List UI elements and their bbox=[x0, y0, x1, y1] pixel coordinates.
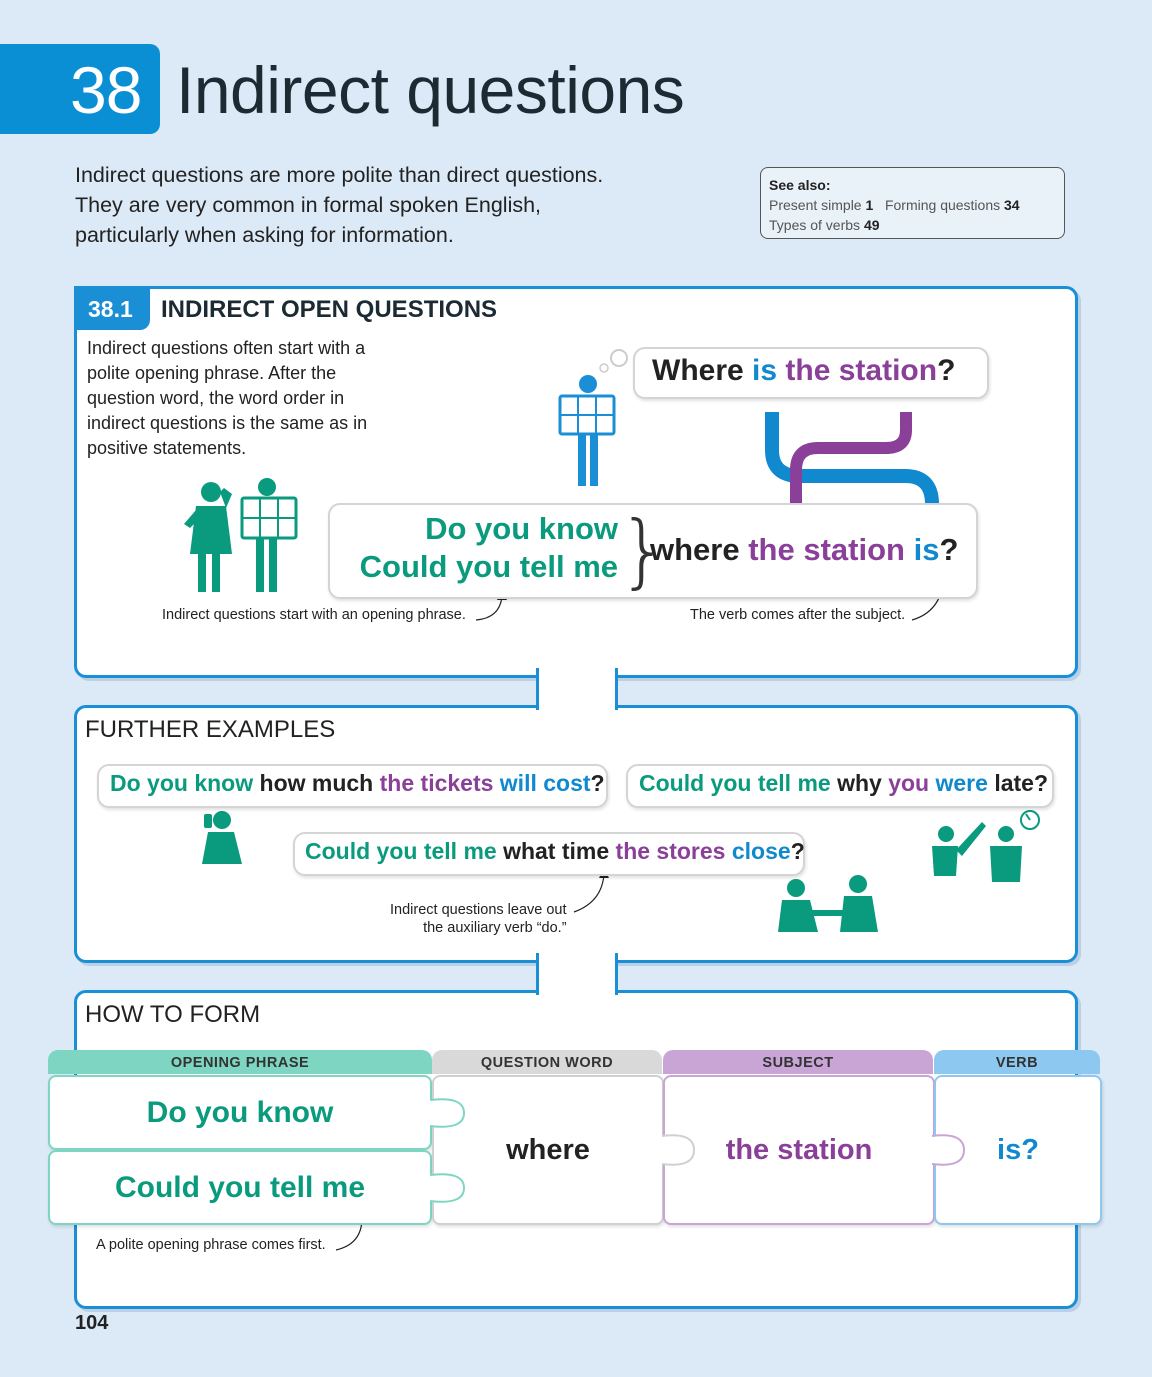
see-also-link[interactable]: Types of verbs 49 bbox=[769, 217, 880, 233]
header-verb: VERB bbox=[934, 1050, 1100, 1074]
page-number: 104 bbox=[75, 1312, 109, 1334]
section-number: 38.1 bbox=[88, 296, 133, 322]
see-also-link[interactable]: Forming questions 34 bbox=[884, 197, 1020, 213]
section-title: INDIRECT OPEN QUESTIONS bbox=[161, 296, 498, 323]
intro-text: Indirect questions are more polite than direct questions. They are very common in formal spoken English, particularly when asking for information. bbox=[75, 163, 604, 247]
further-examples-title: FURTHER EXAMPLES bbox=[85, 716, 336, 743]
note-auxiliary: Indirect questions leave out the auxiliary verb “do.” bbox=[390, 902, 567, 936]
brace-icon: } bbox=[618, 504, 669, 597]
example-1: Do you know how much the tickets will cost? bbox=[110, 770, 605, 796]
note-opening: Indirect questions start with an opening phrase. bbox=[162, 607, 466, 623]
see-also-title: See also: bbox=[769, 177, 831, 193]
how-to-form-title: HOW TO FORM bbox=[85, 1001, 261, 1028]
cell-subject: the station bbox=[663, 1075, 935, 1225]
opening-phrase: Could you tell me bbox=[359, 549, 618, 584]
chapter-number: 38 bbox=[70, 53, 142, 127]
header-question-word: QUESTION WORD bbox=[432, 1050, 662, 1074]
header-opening-phrase: OPENING PHRASE bbox=[48, 1050, 432, 1074]
cell-verb: is? bbox=[934, 1075, 1102, 1225]
opening-phrase: Do you know bbox=[425, 511, 618, 546]
page-title: Indirect questions bbox=[176, 53, 685, 127]
cell-opening-phrase: Do you know bbox=[48, 1075, 432, 1150]
section-description: Indirect questions often start with a polite opening phrase. After the question word, the word order in indirect questions is the same as in positive statements. bbox=[87, 338, 368, 458]
cell-opening-phrase: Could you tell me bbox=[48, 1150, 432, 1225]
example-2: Could you tell me why you were late? bbox=[639, 770, 1048, 796]
direct-question: Where is the station? bbox=[652, 354, 956, 387]
see-also-link[interactable]: Present simple 1 bbox=[769, 197, 874, 213]
indirect-question: where the station is? bbox=[650, 532, 959, 567]
note-verb-after: The verb comes after the subject. bbox=[690, 607, 906, 623]
header-subject: SUBJECT bbox=[663, 1050, 933, 1074]
cell-question-word: where bbox=[432, 1075, 664, 1225]
example-3: Could you tell me what time the stores close? bbox=[305, 838, 805, 864]
note-polite-first: A polite opening phrase comes first. bbox=[96, 1237, 326, 1253]
